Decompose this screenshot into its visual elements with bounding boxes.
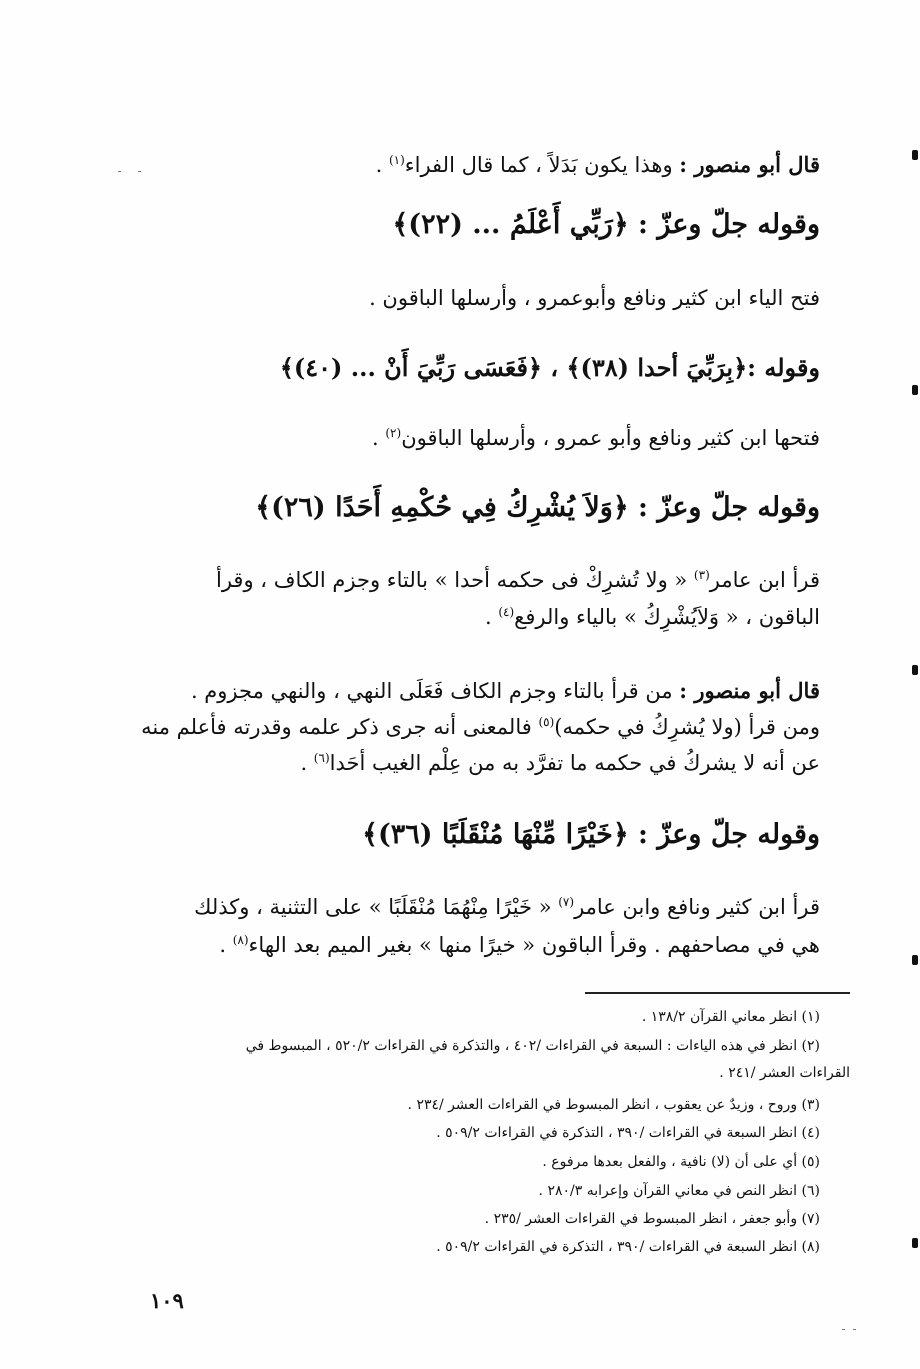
line-text: ومن قرأ (ولا يُشرِكُ في حكمه) [554,715,820,739]
verse-heading: وقوله جلّ وعزّ : ﴿خَيْرًا مِّنْهَا مُنْقَلَبًا (٣٦)﴾ [362,819,820,850]
line-text: من قرأ بالتاء وجزم الكاف فَعَلَى النهي ، والنهي مجزوم . [190,679,673,703]
footnote: (٦) انظر النص في معاني القرآن وإعرابه ٢٨٠/٣ . [538,1183,820,1199]
verse-heading: وقوله جلّ وعزّ : ﴿وَلاَ يُشْرِكُ فِي حُكْمِهِ أَحَدًا (٢٦)﴾ [255,492,820,523]
line-text: قرأ ابن عامر [709,568,820,592]
footnote: (٧) وأبو جعفر ، انظر المبسوط في القراءات العشر /٢٣٥ . [484,1211,820,1227]
footnote-separator [585,992,850,994]
margin-mark [912,385,918,395]
verse-line: وقوله :﴿بِرَبِّيَ أحدا (٣٨)﴾ ، ﴿فَعَسَى رَبِّيَ أَنْ ... (٤٠)﴾ [279,353,820,382]
line-text: هي في مصاحفهم . وقرأ الباقون « خيرًا منها » بغير الميم بعد الهاء [248,933,820,957]
footnote-ref: (٨) [232,933,249,947]
line-tail: . [372,426,386,450]
text-line [216,565,820,595]
footnote-ref: (٢) [385,426,402,440]
text-line [191,676,820,706]
margin-mark [912,665,918,675]
scan-speck [842,1329,845,1330]
footnote-ref: (٧) [558,895,575,909]
line-text: عن أنه لا يشركُ في حكمه ما تفرَّد به من عِلْم الغيب أحَدا [329,751,820,775]
margin-mark [912,1238,918,1248]
footnote-ref: (١) [388,153,405,167]
footnote: (٤) انظر السبعة في القراءات /٣٩٠ ، التذكرة في القراءات ٥٠٩/٢ . [436,1125,820,1141]
text-line [300,748,820,778]
line-text: فتحها ابن كثير ونافع وأبو عمرو ، وأرسلها الباقون [401,426,820,450]
footnote: (٣) وروح ، وزيدٌ عن يعقوب ، انظر المبسوط في القراءات العشر /٢٣٤ . [407,1097,820,1113]
line-tail: فالمعنى أنه جرى ذكر علمه وقدرته فأعلم منه [141,715,539,739]
scan-speck [138,171,141,172]
speaker-lead: قال أبو منصور : [679,152,820,177]
footnote: (٢) انظر في هذه الياءات : السبعة في القراءات /٤٠٢ ، والتذكرة في القراءات ٥٢٠/٢ ، المبسوط في [245,1038,820,1054]
line-tail: « خَيْرًا مِنْهُمَا مُنْقَلَبًا » على التثنية ، وكذلك [194,895,559,919]
text-line [485,602,820,632]
line-tail: . [375,153,389,177]
line-tail: « ولا تُشرِكْ فى حكمه أحدا » بالتاء وجزم الكاف ، وقرأ [215,568,694,592]
footnote: (١) انظر معاني القرآن ١٣٨/٢ . [641,1009,820,1025]
footnote: (٥) أي على أن (لا) نافية ، والفعل بعدها مرفوع . [542,1154,820,1170]
footnote-ref: (٣) [693,568,710,582]
text-line [372,423,820,453]
margin-mark [912,955,918,965]
line-text: الباقون ، « وَلاَيُشْرِكُ » بالياء والرفع [514,605,820,629]
text-line [376,150,820,180]
text-line: فتح الياء ابن كثير ونافع وأبوعمرو ، وأرسلها الباقون . [369,286,820,310]
margin-mark [912,150,918,160]
speaker-lead: قال أبو منصور : [679,678,820,703]
text-line [219,930,820,960]
footnote-ref: (٤) [498,605,515,619]
line-tail: . [219,933,233,957]
text-line [194,892,820,922]
line-tail: . [300,751,314,775]
footnote: (٨) انظر السبعة في القراءات /٣٩٠ ، التذكرة في القراءات ٥٠٩/٢ . [436,1239,820,1255]
footnote: القراءات العشر /٢٤١ . [719,1065,850,1081]
page-number: ١٠٩ [150,1288,184,1313]
scan-speck [118,171,121,172]
line-tail: . [484,605,499,629]
footnote-ref: (٦) [313,751,330,765]
text-line [141,712,820,742]
line-text: قرأ ابن كثير ونافع وابن عامر [574,895,820,919]
line-text: وهذا يكون بَدَلاً ، كما قال الفراء [404,153,673,177]
verse-heading: وقوله جلّ وعزّ : ﴿رَبِّي أَعْلَمُ ... (٢٢)﴾ [392,209,820,240]
footnote-ref: (٥) [538,715,555,729]
scan-speck [853,1329,856,1330]
